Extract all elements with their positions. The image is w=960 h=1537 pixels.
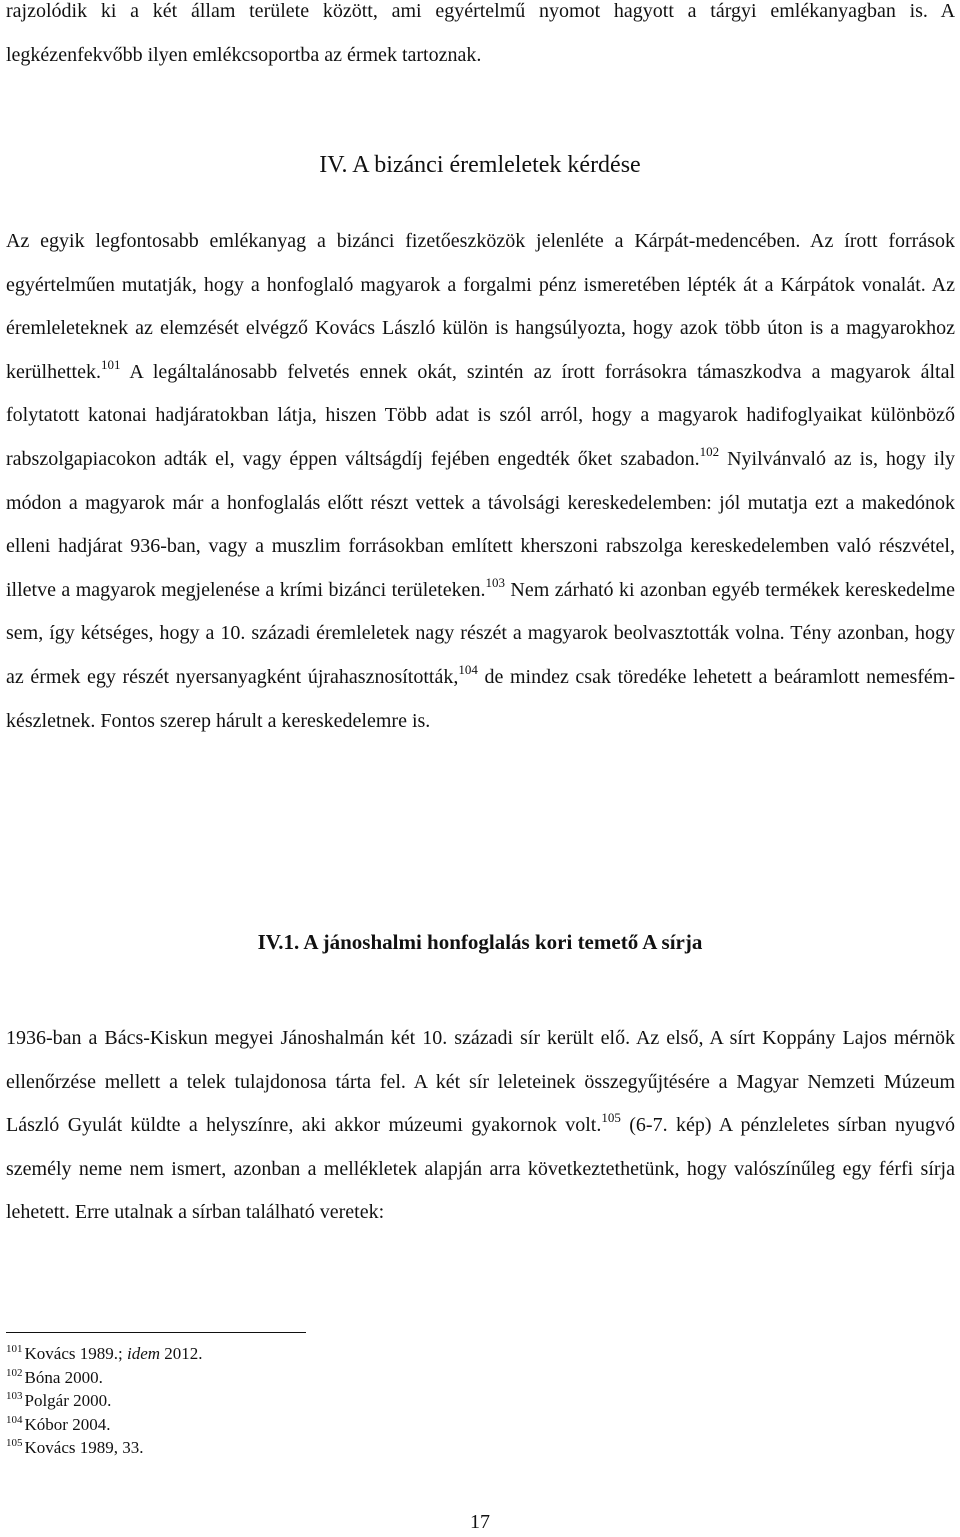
paragraph-1-text (6, 220, 955, 743)
footnote-item (6, 1413, 606, 1437)
paragraph-1-part-5: de mindez csak töredéke lehetett a beáramlott nemesfém-készletnek. Fontos szerep hárult a kereskedelemre is. (6, 665, 955, 732)
page-number: 17 (470, 1511, 490, 1533)
footnote-text: Bóna 2000. (24, 1367, 103, 1387)
paragraph-2-part-1: 1936-ban a Bács-Kiskun megyei Jánoshalmán két 10. századi sír került elő. Az első, A sírt Koppány Lajos mérnök ellenőrzése mellett a telek tulajdonosa tárta fel. A két sír leleteinek összegyűjtésére a Magyar Nemzeti Múzeum László Gyulát küldte a helyszínre, aki akkor múzeumi gyakornok volt. (6, 1027, 955, 1137)
paragraph-1-part-1: Az egyik legfontosabb emlékanyag a bizánci fizetőeszközök jelenléte a Kárpát-medencében. Az írott források egyértelműen mutatják, hogy a honfoglaló magyarok a forgalmi pénz ismeretében lépték át a Kárpátok vonalát. Az éremleleteknek az elemzését elvégző Kovács László külön is hangsúlyozta, hogy azok több úton is a magyarokhoz kerülhettek. (6, 230, 955, 383)
continued-line-2: emlékanyagban is. A legkézenfekvőbb ilyen emlékcsoportba az érmek tartoznak. (6, 0, 956, 66)
footnote-item (6, 1366, 606, 1390)
footnote-number: 105 (6, 1437, 23, 1449)
paragraph-2-part-2: (6-7. kép) A pénzleletes sírban nyugvó személy neme nem ismert, azonban a mellékletek alapján arra következtethetünk, hogy valószínűleg egy férfi sírja lehetett. Erre utalnak a sírban található veretek: (6, 1114, 956, 1224)
footnote-ref-105[interactable]: 105 (601, 1110, 621, 1126)
paragraph-2-text (6, 1017, 955, 1235)
footnote-number: 104 (6, 1413, 23, 1426)
footnote-text-after: 2012. (160, 1344, 203, 1363)
footnote-text: Kovács 1989.; (24, 1344, 127, 1363)
footnote-number: 103 (6, 1390, 23, 1402)
footnote-text: Polgár 2000. (24, 1391, 112, 1410)
body-paragraph-2 (6, 1017, 955, 1235)
footnote-item (6, 1389, 606, 1413)
paragraph-1-part-2: A legáltalánosabb felvetés ennek okát, szintén az írott forrásokra támaszkodva a magyarok által folytatott katonai hadjáratokban látja, hiszen Több adat is szól arról, hogy a magyarok hadifoglyaikat különböző rabszolgapiacokon adták el, vagy éppen váltságdíj fejében engedték őket szabadon. (6, 360, 955, 470)
footnote-ref-104[interactable]: 104 (458, 661, 478, 677)
footnote-number: 101 (6, 1343, 23, 1355)
footnote-number: 102 (6, 1366, 23, 1379)
body-paragraph-1 (6, 220, 955, 743)
subsection-heading: IV.1. A jánoshalmi honfoglalás kori temető A sírja (257, 930, 703, 954)
footnote-item (6, 1342, 606, 1366)
paragraph-1-part-3: Nyilvánvaló az is, hogy ily módon a magyarok már a honfoglalás előtt részt vettek a távolsági kereskedelemben: jól mutatja ezt a makedónok elleni hadjárat 936-ban, vagy a muszlim forrásokban említett kherszoni rabszolga kereskedelemben való részvétel, illetve a magyarok megjelenése a krími bizánci területeken. (6, 447, 956, 601)
footnote-italic-text: idem (126, 1344, 161, 1363)
paragraph-1-part-4: Nem zárható ki azonban egyéb termékek kereskedelme sem, így kétséges, hogy a 10. századi éremleletek nagy részét a magyarok beolvasztották volna. Tény azonban, hogy az érmek egy részét nyersanyagként újrahasznosították, (6, 578, 955, 688)
footnote-text: Kovács 1989, 33. (24, 1438, 144, 1457)
continued-line-1: rajzolódik ki a két állam területe között, ami egyértelmű nyomot hagyott a tárgyi (6, 0, 757, 22)
footnote-list (6, 1342, 606, 1460)
continued-paragraph-text (6, 0, 955, 77)
footnote-item (6, 1436, 606, 1460)
continued-paragraph (6, 0, 955, 77)
footnote-ref-103[interactable]: 103 (485, 574, 505, 590)
footnote-ref-101[interactable]: 101 (100, 356, 121, 372)
footnote-text: Kóbor 2004. (24, 1414, 111, 1434)
footnote-separator (6, 1332, 306, 1333)
section-heading: IV. A bizánci éremleletek kérdése (319, 152, 641, 178)
footnote-ref-102[interactable]: 102 (699, 443, 720, 459)
